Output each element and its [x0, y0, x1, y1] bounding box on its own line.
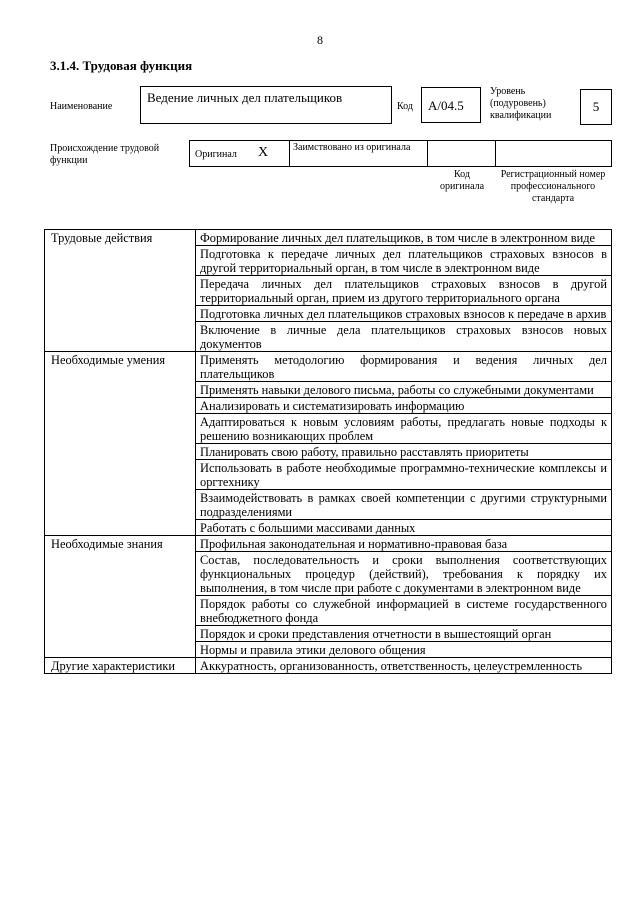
section-item-cell: Применять навыки делового письма, работы со служебными документами	[196, 382, 612, 398]
function-table	[44, 229, 612, 674]
section-item-cell: Включение в личные дела плательщиков страховых взносов новых документов	[196, 322, 612, 352]
table-row	[45, 230, 612, 246]
section-item-cell: Подготовка личных дел плательщиков страховых взносов к передаче в архив	[196, 306, 612, 322]
borrowed-label: Заимствовано из оригинала	[293, 142, 411, 153]
section-item-cell: Профильная законодательная и нормативно-правовая база	[196, 536, 612, 552]
code-value: А/04.5	[421, 87, 481, 123]
section-item-cell: Использовать в работе необходимые программно-технические комплексы и оргтехнику	[196, 460, 612, 490]
table-row	[45, 658, 612, 674]
section-title: 3.1.4. Трудовая функция	[50, 58, 193, 73]
table-row	[45, 536, 612, 552]
section-item-cell: Порядок и сроки представления отчетности в вышестоящий орган	[196, 626, 612, 642]
section-item-cell: Порядок работы со служебной информацией в системе государственного внебюджетного фонда	[196, 596, 612, 626]
section-item-cell: Аккуратность, организованность, ответственность, целеустремленность	[196, 658, 612, 674]
section-item-cell: Планировать свою работу, правильно расставлять приоритеты	[196, 444, 612, 460]
section-title-cell: Необходимые умения	[45, 352, 196, 536]
level-label: Уровень (подуровень) квалификации	[490, 86, 552, 121]
section-item-cell: Передача личных дел плательщиков страховых взносов в другой территориальный орган, прием из другого территориального органа	[196, 276, 612, 306]
section-item-cell: Нормы и правила этики делового общения	[196, 642, 612, 658]
section-item-cell: Применять методологию формирования и ведения личных дел плательщиков	[196, 352, 612, 382]
level-value: 5	[580, 89, 612, 125]
section-item-cell: Подготовка к передаче личных дел плательщиков страховых взносов в другой территориальный орган, в том числе в электронном виде	[196, 246, 612, 276]
reg-number-label: Регистрационный номер профессионального стандарта	[500, 169, 606, 204]
origin-label: Происхождение трудовой функции	[50, 143, 160, 166]
table-row	[45, 352, 612, 382]
code-label: Код	[397, 101, 413, 112]
section-item-cell: Работать с большими массивами данных	[196, 520, 612, 536]
section-item-cell: Состав, последовательность и сроки выполнения соответствующих функциональных процедур (действий), требования к порядку их выполнения, в том числе при работе с документами в электронном виде	[196, 552, 612, 596]
page-number: 8	[317, 33, 323, 47]
section-item-cell: Формирование личных дел плательщиков, в том числе в электронном виде	[196, 230, 612, 246]
section-title-cell: Необходимые знания	[45, 536, 196, 658]
section-item-cell: Взаимодействовать в рамках своей компетенции с другими структурными подразделениями	[196, 490, 612, 520]
name-value: Ведение личных дел плательщиков	[140, 86, 392, 124]
section-item-cell: Адаптироваться к новым условиям работы, предлагать новые подходы к решению возникающих проблем	[196, 414, 612, 444]
original-mark: X	[258, 145, 269, 160]
section-item-cell: Анализировать и систематизировать информацию	[196, 398, 612, 414]
original-label: Оригинал	[195, 149, 237, 160]
code-original-label: Код оригинала	[439, 169, 485, 192]
name-label: Наименование	[50, 101, 113, 112]
section-title-cell: Другие характеристики	[45, 658, 196, 674]
section-title-cell: Трудовые действия	[45, 230, 196, 352]
